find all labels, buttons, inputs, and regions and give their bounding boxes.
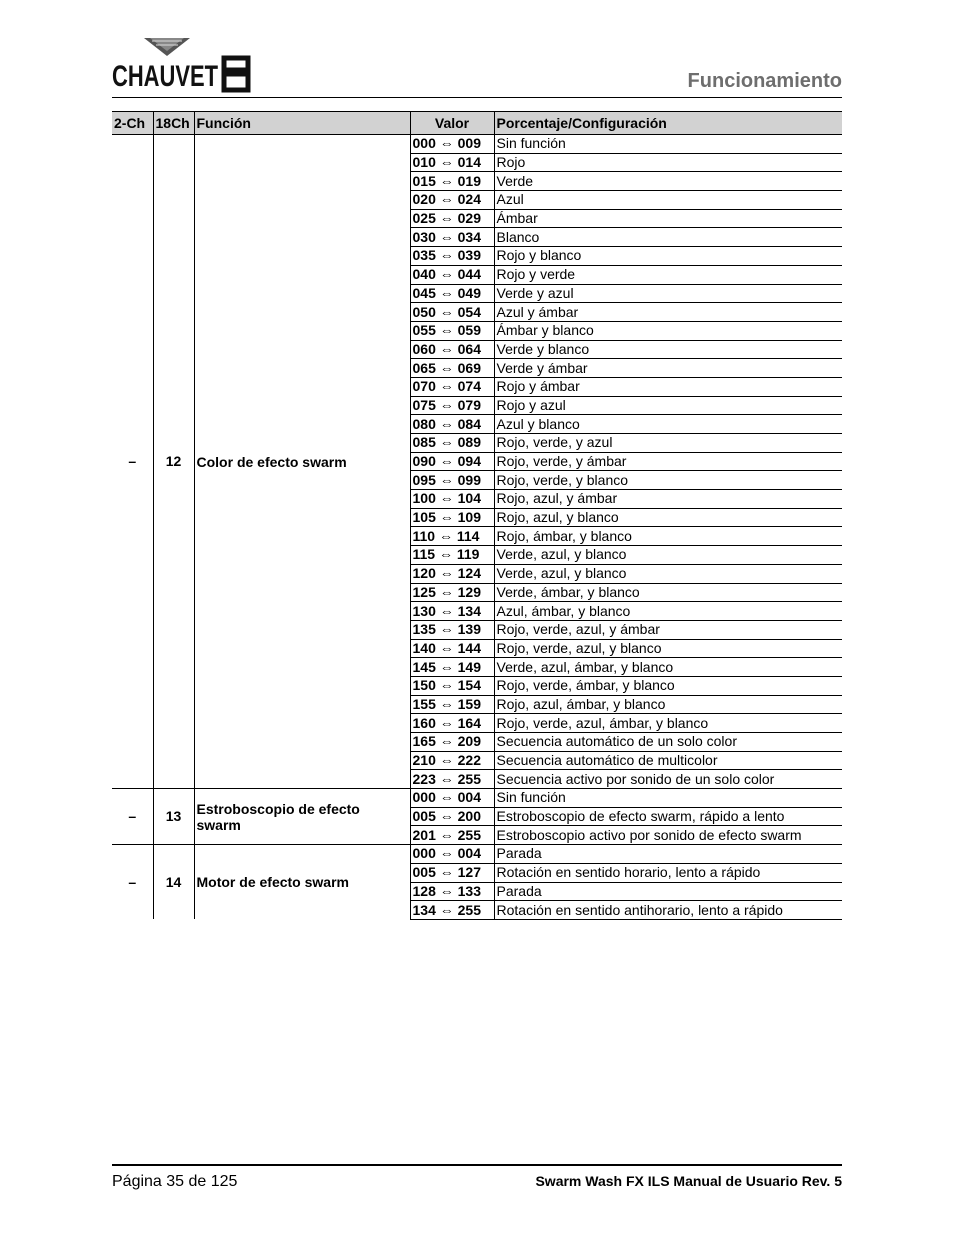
value-range-cell: 140 ⇔ 144 — [410, 639, 494, 658]
setting-description-cell: Ámbar y blanco — [494, 321, 842, 340]
value-range-cell: 160 ⇔ 164 — [410, 714, 494, 733]
setting-description-cell: Azul y ámbar — [494, 303, 842, 322]
setting-description-cell: Rojo, azul, y blanco — [494, 508, 842, 527]
value-range-cell: 223 ⇔ 255 — [410, 770, 494, 789]
function-cell: Estroboscopio de efecto swarm — [194, 789, 410, 845]
setting-description-cell: Rojo y verde — [494, 265, 842, 284]
setting-description-cell: Parada — [494, 845, 842, 864]
value-range-cell: 040 ⇔ 044 — [410, 265, 494, 284]
setting-description-cell: Rojo, verde, y azul — [494, 434, 842, 453]
setting-description-cell: Verde, ámbar, y blanco — [494, 583, 842, 602]
value-range-cell: 025 ⇔ 029 — [410, 209, 494, 228]
channel-2ch-cell: – — [112, 135, 153, 789]
value-range-cell: 085 ⇔ 089 — [410, 434, 494, 453]
channel-18ch-cell: 13 — [153, 789, 194, 845]
setting-description-cell: Rojo — [494, 153, 842, 172]
value-range-cell: 005 ⇔ 127 — [410, 863, 494, 882]
column-header-2ch: 2-Ch — [112, 112, 153, 135]
value-range-cell: 128 ⇔ 133 — [410, 882, 494, 901]
setting-description-cell: Azul — [494, 191, 842, 210]
value-range-cell: 095 ⇔ 099 — [410, 471, 494, 490]
setting-description-cell: Verde — [494, 172, 842, 191]
setting-description-cell: Verde y azul — [494, 284, 842, 303]
value-range-cell: 075 ⇔ 079 — [410, 396, 494, 415]
manual-title: Swarm Wash FX ILS Manual de Usuario Rev. 5 — [535, 1173, 842, 1189]
value-range-cell: 000 ⇔ 004 — [410, 845, 494, 864]
column-header-18ch: 18Ch — [153, 112, 194, 135]
setting-description-cell: Azul y blanco — [494, 415, 842, 434]
value-range-cell: 035 ⇔ 039 — [410, 247, 494, 266]
value-range-cell: 100 ⇔ 104 — [410, 490, 494, 509]
setting-description-cell: Ámbar — [494, 209, 842, 228]
value-range-cell: 105 ⇔ 109 — [410, 508, 494, 527]
dmx-channel-table — [112, 111, 842, 920]
value-range-cell: 150 ⇔ 154 — [410, 676, 494, 695]
setting-description-cell: Secuencia activo por sonido de un solo color — [494, 770, 842, 789]
setting-description-cell: Rojo, azul, ámbar, y blanco — [494, 695, 842, 714]
value-range-cell: 070 ⇔ 074 — [410, 377, 494, 396]
svg-text:CHAUVET: CHAUVET — [112, 60, 218, 93]
value-range-cell: 010 ⇔ 014 — [410, 153, 494, 172]
setting-description-cell: Rotación en sentido horario, lento a rápido — [494, 863, 842, 882]
chauvet-dj-logo — [112, 36, 252, 94]
setting-description-cell: Rojo, verde, y ámbar — [494, 452, 842, 471]
value-range-cell: 155 ⇔ 159 — [410, 695, 494, 714]
setting-description-cell: Blanco — [494, 228, 842, 247]
channel-2ch-cell: – — [112, 845, 153, 920]
value-range-cell: 045 ⇔ 049 — [410, 284, 494, 303]
value-range-cell: 165 ⇔ 209 — [410, 733, 494, 752]
table-row — [112, 135, 842, 154]
value-range-cell: 125 ⇔ 129 — [410, 583, 494, 602]
value-range-cell: 110 ⇔ 114 — [410, 527, 494, 546]
value-range-cell: 135 ⇔ 139 — [410, 620, 494, 639]
setting-description-cell: Rojo, azul, y ámbar — [494, 490, 842, 509]
setting-description-cell: Secuencia automático de un solo color — [494, 733, 842, 752]
value-range-cell: 060 ⇔ 064 — [410, 340, 494, 359]
value-range-cell: 130 ⇔ 134 — [410, 602, 494, 621]
setting-description-cell: Secuencia automático de multicolor — [494, 751, 842, 770]
setting-description-cell: Sin función — [494, 789, 842, 808]
value-range-cell: 015 ⇔ 019 — [410, 172, 494, 191]
table-body — [112, 135, 842, 920]
value-range-cell: 065 ⇔ 069 — [410, 359, 494, 378]
footer-rule — [112, 1164, 842, 1166]
column-header-valor: Valor — [410, 112, 494, 135]
column-header-funcion: Función — [194, 112, 410, 135]
setting-description-cell: Rojo y azul — [494, 396, 842, 415]
value-range-cell: 145 ⇔ 149 — [410, 658, 494, 677]
channel-18ch-cell: 14 — [153, 845, 194, 920]
value-range-cell: 050 ⇔ 054 — [410, 303, 494, 322]
setting-description-cell: Sin función — [494, 135, 842, 154]
table-row — [112, 789, 842, 808]
table-row — [112, 845, 842, 864]
setting-description-cell: Estroboscopio activo por sonido de efecto swarm — [494, 826, 842, 845]
header-rule — [112, 97, 842, 98]
setting-description-cell: Verde, azul, ámbar, y blanco — [494, 658, 842, 677]
value-range-cell: 115 ⇔ 119 — [410, 546, 494, 565]
value-range-cell: 020 ⇔ 024 — [410, 191, 494, 210]
value-range-cell: 055 ⇔ 059 — [410, 321, 494, 340]
setting-description-cell: Rojo y ámbar — [494, 377, 842, 396]
value-range-cell: 120 ⇔ 124 — [410, 564, 494, 583]
function-cell: Motor de efecto swarm — [194, 845, 410, 920]
function-cell: Color de efecto swarm — [194, 135, 410, 789]
value-range-cell: 080 ⇔ 084 — [410, 415, 494, 434]
table-header-row — [112, 112, 842, 135]
column-header-porcentaje: Porcentaje/Configuración — [494, 112, 842, 135]
setting-description-cell: Verde, azul, y blanco — [494, 546, 842, 565]
setting-description-cell: Estroboscopio de efecto swarm, rápido a lento — [494, 807, 842, 826]
setting-description-cell: Rojo, ámbar, y blanco — [494, 527, 842, 546]
setting-description-cell: Rojo, verde, y blanco — [494, 471, 842, 490]
setting-description-cell: Rojo, verde, azul, y ámbar — [494, 620, 842, 639]
value-range-cell: 000 ⇔ 009 — [410, 135, 494, 154]
value-range-cell: 000 ⇔ 004 — [410, 789, 494, 808]
setting-description-cell: Azul, ámbar, y blanco — [494, 602, 842, 621]
setting-description-cell: Verde y ámbar — [494, 359, 842, 378]
setting-description-cell: Rotación en sentido antihorario, lento a rápido — [494, 901, 842, 920]
setting-description-cell: Rojo, verde, azul, ámbar, y blanco — [494, 714, 842, 733]
value-range-cell: 090 ⇔ 094 — [410, 452, 494, 471]
setting-description-cell: Rojo, verde, azul, y blanco — [494, 639, 842, 658]
setting-description-cell: Verde y blanco — [494, 340, 842, 359]
value-range-cell: 005 ⇔ 200 — [410, 807, 494, 826]
setting-description-cell: Parada — [494, 882, 842, 901]
channel-2ch-cell: – — [112, 789, 153, 845]
setting-description-cell: Rojo, verde, ámbar, y blanco — [494, 676, 842, 695]
section-title: Funcionamiento — [687, 70, 842, 92]
value-range-cell: 030 ⇔ 034 — [410, 228, 494, 247]
value-range-cell: 134 ⇔ 255 — [410, 901, 494, 920]
channel-18ch-cell: 12 — [153, 135, 194, 789]
value-range-cell: 210 ⇔ 222 — [410, 751, 494, 770]
setting-description-cell: Rojo y blanco — [494, 247, 842, 266]
setting-description-cell: Verde, azul, y blanco — [494, 564, 842, 583]
page-number: Página 35 de 125 — [112, 1173, 238, 1190]
value-range-cell: 201 ⇔ 255 — [410, 826, 494, 845]
